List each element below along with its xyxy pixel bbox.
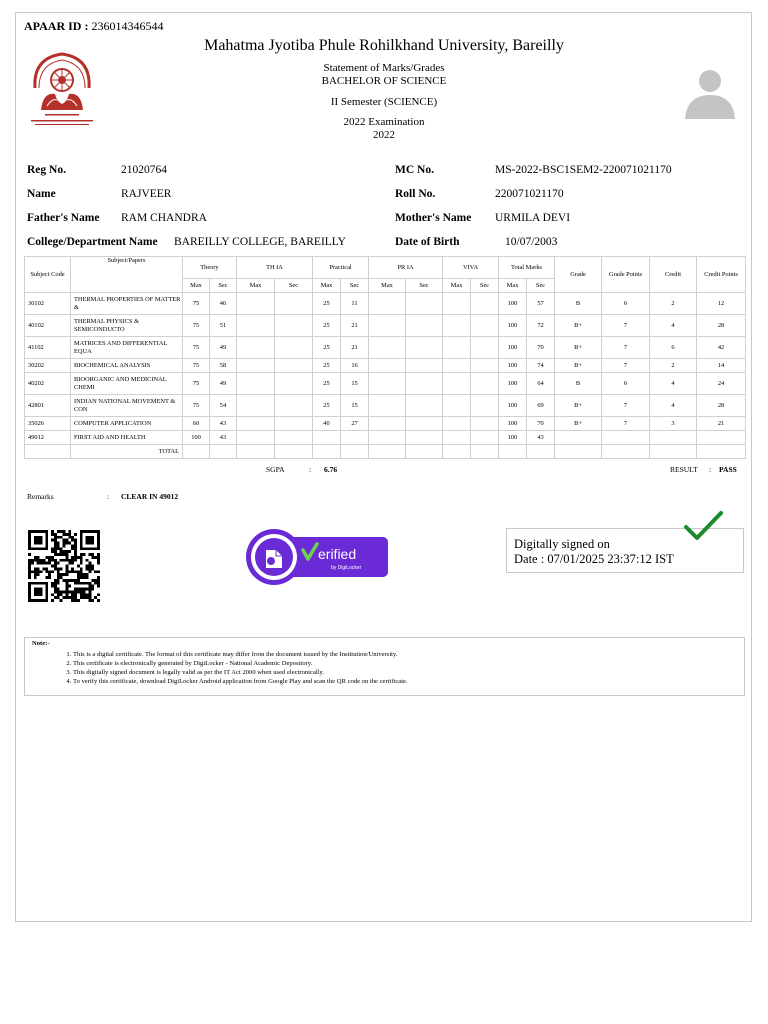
header-sec: Sec (471, 279, 499, 293)
subject-name-cell: FIRST AID AND HEALTH (71, 431, 183, 445)
credit-points-cell: 28 (697, 395, 746, 417)
viva-max-cell (443, 417, 471, 431)
table-row (25, 359, 746, 373)
th-ia-sec-cell (275, 395, 313, 417)
name-value: RAJVEER (121, 188, 172, 200)
qr-code-icon[interactable] (26, 530, 102, 602)
remarks-label: Remarks (27, 492, 54, 501)
pr-ia-sec-cell (406, 417, 443, 431)
viva-sec-cell (471, 417, 499, 431)
subject-name-cell: INDIAN NATIONAL MOVEMENT & CON (71, 395, 183, 417)
th-ia-sec-cell (275, 337, 313, 359)
subject-code-cell: 30202 (25, 359, 71, 373)
practical-sec-cell: 21 (341, 315, 369, 337)
remarks-value: CLEAR IN 49012 (121, 492, 179, 501)
header-grade: Grade (555, 257, 602, 293)
th-ia-sec-cell (275, 417, 313, 431)
credit-cell: 4 (650, 315, 697, 337)
theory-max-cell: 75 (183, 315, 210, 337)
pr-ia-sec-cell (406, 395, 443, 417)
university-seal-icon (27, 48, 97, 128)
subject-code-cell: 49012 (25, 431, 71, 445)
total-empty-cell (25, 445, 71, 459)
total-empty-cell (275, 445, 313, 459)
total-empty-cell (555, 445, 602, 459)
total-sec-cell: 70 (527, 417, 555, 431)
subject-code-cell: 42801 (25, 395, 71, 417)
name-label: Name (27, 188, 56, 200)
subject-code-cell: 41102 (25, 337, 71, 359)
th-ia-max-cell (237, 359, 275, 373)
th-ia-sec-cell (275, 359, 313, 373)
roll-value: 220071021170 (495, 188, 564, 200)
reg-label: Reg No. (27, 164, 66, 176)
theory-max-cell: 75 (183, 337, 210, 359)
pr-ia-max-cell (369, 337, 406, 359)
total-empty-cell (313, 445, 341, 459)
credit-cell: 4 (650, 395, 697, 417)
credit-cell: 4 (650, 373, 697, 395)
college-label: College/Department Name (27, 236, 158, 248)
sgpa-colon: : (309, 465, 312, 474)
total-sec-cell: 64 (527, 373, 555, 395)
apaar-value: 236014346544 (91, 19, 164, 33)
pr-ia-sec-cell (406, 431, 443, 445)
header-sec: Sec (341, 279, 369, 293)
notes-title: Note:- (32, 640, 50, 647)
total-empty-cell (471, 445, 499, 459)
subject-name-cell: BIOORGANIC AND MEDICINAL CHEMI (71, 373, 183, 395)
practical-max-cell: 25 (313, 293, 341, 315)
total-empty-cell (237, 445, 275, 459)
father-label: Father's Name (27, 212, 100, 224)
viva-sec-cell (471, 359, 499, 373)
credit-cell: 3 (650, 417, 697, 431)
total-empty-cell (369, 445, 406, 459)
viva-max-cell (443, 431, 471, 445)
subject-name-cell: MATRICES AND DIFFERENTIAL EQUA (71, 337, 183, 359)
viva-sec-cell (471, 293, 499, 315)
th-ia-max-cell (237, 431, 275, 445)
subject-name-cell: THERMAL PHYSICS & SEMICONDUCTO (71, 315, 183, 337)
total-empty-cell (527, 445, 555, 459)
grade-cell: B+ (555, 337, 602, 359)
theory-sec-cell: 51 (210, 315, 237, 337)
th-ia-sec-cell (275, 315, 313, 337)
note-item: 4. To verify this certificate, download DigiLocker Android application from Google Play and scan the QR code on the certificate. (73, 677, 408, 686)
marks-table (24, 256, 746, 459)
grade-points-cell: 7 (602, 395, 650, 417)
total-empty-cell (650, 445, 697, 459)
signature-date: Date : 07/01/2025 23:37:12 IST (514, 552, 674, 566)
total-max-cell: 100 (499, 337, 527, 359)
subject-code-cell: 40202 (25, 373, 71, 395)
table-row (25, 373, 746, 395)
total-sec-cell: 72 (527, 315, 555, 337)
sgpa-value: 6.76 (324, 465, 338, 474)
viva-sec-cell (471, 431, 499, 445)
credit-cell (650, 431, 697, 445)
total-empty-cell (406, 445, 443, 459)
credit-points-cell: 14 (697, 359, 746, 373)
total-max-cell: 100 (499, 315, 527, 337)
credit-cell: 2 (650, 293, 697, 315)
grade-points-cell: 6 (602, 373, 650, 395)
total-empty-cell (183, 445, 210, 459)
header-viva: VIVA (443, 257, 499, 279)
pr-ia-max-cell (369, 373, 406, 395)
notes-list (63, 650, 408, 686)
total-sec-cell: 70 (527, 337, 555, 359)
header-sec: Sec (527, 279, 555, 293)
pr-ia-max-cell (369, 395, 406, 417)
grade-cell: B+ (555, 315, 602, 337)
dob-label: Date of Birth (395, 236, 460, 248)
grade-cell: B (555, 293, 602, 315)
th-ia-max-cell (237, 293, 275, 315)
total-sec-cell: 74 (527, 359, 555, 373)
table-row (25, 293, 746, 315)
result-label: RESULT (670, 465, 698, 474)
theory-sec-cell: 43 (210, 431, 237, 445)
practical-max-cell: 40 (313, 417, 341, 431)
theory-sec-cell: 49 (210, 373, 237, 395)
pr-ia-sec-cell (406, 359, 443, 373)
subject-code-cell: 40102 (25, 315, 71, 337)
practical-sec-cell: 16 (341, 359, 369, 373)
practical-sec-cell: 15 (341, 373, 369, 395)
theory-max-cell: 75 (183, 373, 210, 395)
credit-points-cell: 12 (697, 293, 746, 315)
total-sec-cell: 69 (527, 395, 555, 417)
total-empty-cell (697, 445, 746, 459)
certificate-frame (15, 12, 752, 922)
practical-max-cell: 25 (313, 315, 341, 337)
grade-points-cell: 7 (602, 417, 650, 431)
header-max: Max (499, 279, 527, 293)
person-placeholder-icon (679, 63, 741, 119)
table-row (25, 431, 746, 445)
grade-cell: B+ (555, 417, 602, 431)
note-item: 2. This certificate is electronically generated by DigiLocker - National Academic Depository. (73, 659, 408, 668)
grade-points-cell (602, 431, 650, 445)
sgpa-label: SGPA (266, 465, 285, 474)
subject-name-cell: BIOCHEMICAL ANALYSIS (71, 359, 183, 373)
header-subject-code: Subject Code (25, 257, 71, 293)
th-ia-sec-cell (275, 431, 313, 445)
header-max: Max (183, 279, 210, 293)
pr-ia-max-cell (369, 315, 406, 337)
header-credit: Credit (650, 257, 697, 293)
total-empty-cell (341, 445, 369, 459)
pr-ia-sec-cell (406, 315, 443, 337)
table-row (25, 395, 746, 417)
header-max: Max (237, 279, 275, 293)
total-empty-cell (602, 445, 650, 459)
practical-sec-cell: 11 (341, 293, 369, 315)
th-ia-max-cell (237, 315, 275, 337)
viva-max-cell (443, 373, 471, 395)
programme: BACHELOR OF SCIENCE (321, 75, 447, 87)
grade-cell: B+ (555, 395, 602, 417)
credit-points-cell: 24 (697, 373, 746, 395)
viva-max-cell (443, 337, 471, 359)
header-sec: Sec (275, 279, 313, 293)
theory-sec-cell: 58 (210, 359, 237, 373)
total-sec-cell: 43 (527, 431, 555, 445)
viva-sec-cell (471, 337, 499, 359)
practical-max-cell: 25 (313, 373, 341, 395)
header-sec: Sec (406, 279, 443, 293)
statement-title: Statement of Marks/Grades (323, 62, 445, 74)
practical-sec-cell: 21 (341, 337, 369, 359)
table-row (25, 337, 746, 359)
th-ia-max-cell (237, 417, 275, 431)
practical-max-cell: 25 (313, 359, 341, 373)
total-max-cell: 100 (499, 395, 527, 417)
header-sec: Sec (210, 279, 237, 293)
practical-max-cell: 25 (313, 395, 341, 417)
grade-points-cell: 6 (602, 293, 650, 315)
grade-cell: B+ (555, 359, 602, 373)
examination: 2022 Examination (343, 116, 425, 128)
viva-sec-cell (471, 373, 499, 395)
total-label: TOTAL (71, 445, 183, 459)
practical-sec-cell: 15 (341, 395, 369, 417)
college-value: BAREILLY COLLEGE, BAREILLY (174, 236, 346, 248)
total-max-cell: 100 (499, 359, 527, 373)
practical-max-cell: 25 (313, 337, 341, 359)
total-max-cell: 100 (499, 417, 527, 431)
pr-ia-max-cell (369, 293, 406, 315)
reg-value: 21020764 (121, 164, 167, 176)
total-max-cell: 100 (499, 431, 527, 445)
th-ia-max-cell (237, 337, 275, 359)
pr-ia-max-cell (369, 417, 406, 431)
grade-points-cell: 7 (602, 337, 650, 359)
pr-ia-max-cell (369, 359, 406, 373)
subject-name-cell: THERMAL PROPERTIES OF MATTER & (71, 293, 183, 315)
note-item: 1. This is a digital certificate. The format of this certificate may differ from the document issued by the Institution/University. (73, 650, 408, 659)
practical-max-cell (313, 431, 341, 445)
mother-label: Mother's Name (395, 212, 472, 224)
result-colon: : (709, 465, 712, 474)
verified-badge-icon[interactable] (245, 528, 389, 586)
viva-max-cell (443, 359, 471, 373)
header-practical: Practical (313, 257, 369, 279)
result-value: PASS (719, 465, 737, 474)
total-max-cell: 100 (499, 373, 527, 395)
th-ia-sec-cell (275, 293, 313, 315)
subject-name-cell: COMPUTER APPLICATION (71, 417, 183, 431)
grade-cell (555, 431, 602, 445)
viva-max-cell (443, 395, 471, 417)
grade-cell: B (555, 373, 602, 395)
header-theory: Theory (183, 257, 237, 279)
viva-sec-cell (471, 315, 499, 337)
marks-body (25, 293, 746, 459)
header-max: Max (313, 279, 341, 293)
header-total-marks: Total Marks (499, 257, 555, 279)
theory-max-cell: 60 (183, 417, 210, 431)
subject-code-cell: 35026 (25, 417, 71, 431)
th-ia-max-cell (237, 373, 275, 395)
apaar-label: APAAR ID : (24, 19, 89, 33)
pr-ia-sec-cell (406, 337, 443, 359)
practical-sec-cell (341, 431, 369, 445)
credit-points-cell (697, 431, 746, 445)
header-subject-papers: Subject/Papers (71, 257, 183, 293)
verified-by-text: by DigiLocker (331, 565, 362, 571)
practical-sec-cell: 27 (341, 417, 369, 431)
theory-max-cell: 75 (183, 293, 210, 315)
father-value: RAM CHANDRA (121, 212, 207, 224)
pr-ia-sec-cell (406, 373, 443, 395)
apaar-id (24, 19, 163, 34)
theory-sec-cell: 43 (210, 417, 237, 431)
notes-box (24, 637, 745, 696)
total-empty-cell (499, 445, 527, 459)
signature-line-1: Digitally signed on (514, 537, 610, 551)
check-icon (683, 510, 723, 542)
dob-value: 10/07/2003 (505, 236, 558, 248)
viva-sec-cell (471, 395, 499, 417)
header-pr-ia: PR IA (369, 257, 443, 279)
theory-sec-cell: 49 (210, 337, 237, 359)
total-sec-cell: 57 (527, 293, 555, 315)
mc-label: MC No. (395, 164, 434, 176)
header-credit-points: Credit Points (697, 257, 746, 293)
note-item: 3. This digitally signed document is legally valid as per the IT Act 2000 when used electronically. (73, 668, 408, 677)
remarks-colon: : (107, 492, 110, 501)
theory-max-cell: 100 (183, 431, 210, 445)
grade-points-cell: 7 (602, 359, 650, 373)
table-row (25, 315, 746, 337)
verified-text: erified (318, 546, 357, 562)
th-ia-sec-cell (275, 373, 313, 395)
header-grade-points: Grade Points (602, 257, 650, 293)
th-ia-max-cell (237, 395, 275, 417)
theory-sec-cell: 54 (210, 395, 237, 417)
mc-value: MS-2022-BSC1SEM2-220071021170 (495, 164, 672, 176)
total-empty-cell (210, 445, 237, 459)
credit-cell: 2 (650, 359, 697, 373)
theory-sec-cell: 46 (210, 293, 237, 315)
university-name: Mahatma Jyotiba Phule Rohilkhand University, Bareilly (204, 37, 564, 54)
total-max-cell: 100 (499, 293, 527, 315)
credit-points-cell: 42 (697, 337, 746, 359)
table-row (25, 417, 746, 431)
total-empty-cell (443, 445, 471, 459)
total-row (25, 445, 746, 459)
credit-points-cell: 28 (697, 315, 746, 337)
header-th-ia: TH IA (237, 257, 313, 279)
viva-max-cell (443, 293, 471, 315)
pr-ia-sec-cell (406, 293, 443, 315)
roll-label: Roll No. (395, 188, 436, 200)
viva-max-cell (443, 315, 471, 337)
mother-value: URMILA DEVI (495, 212, 571, 224)
credit-cell: 6 (650, 337, 697, 359)
credit-points-cell: 21 (697, 417, 746, 431)
pr-ia-max-cell (369, 431, 406, 445)
grade-points-cell: 7 (602, 315, 650, 337)
semester: II Semester (SCIENCE) (330, 96, 438, 108)
subject-code-cell: 30102 (25, 293, 71, 315)
theory-max-cell: 75 (183, 359, 210, 373)
header-max: Max (369, 279, 406, 293)
theory-max-cell: 75 (183, 395, 210, 417)
exam-year: 2022 (373, 129, 395, 141)
header-max: Max (443, 279, 471, 293)
